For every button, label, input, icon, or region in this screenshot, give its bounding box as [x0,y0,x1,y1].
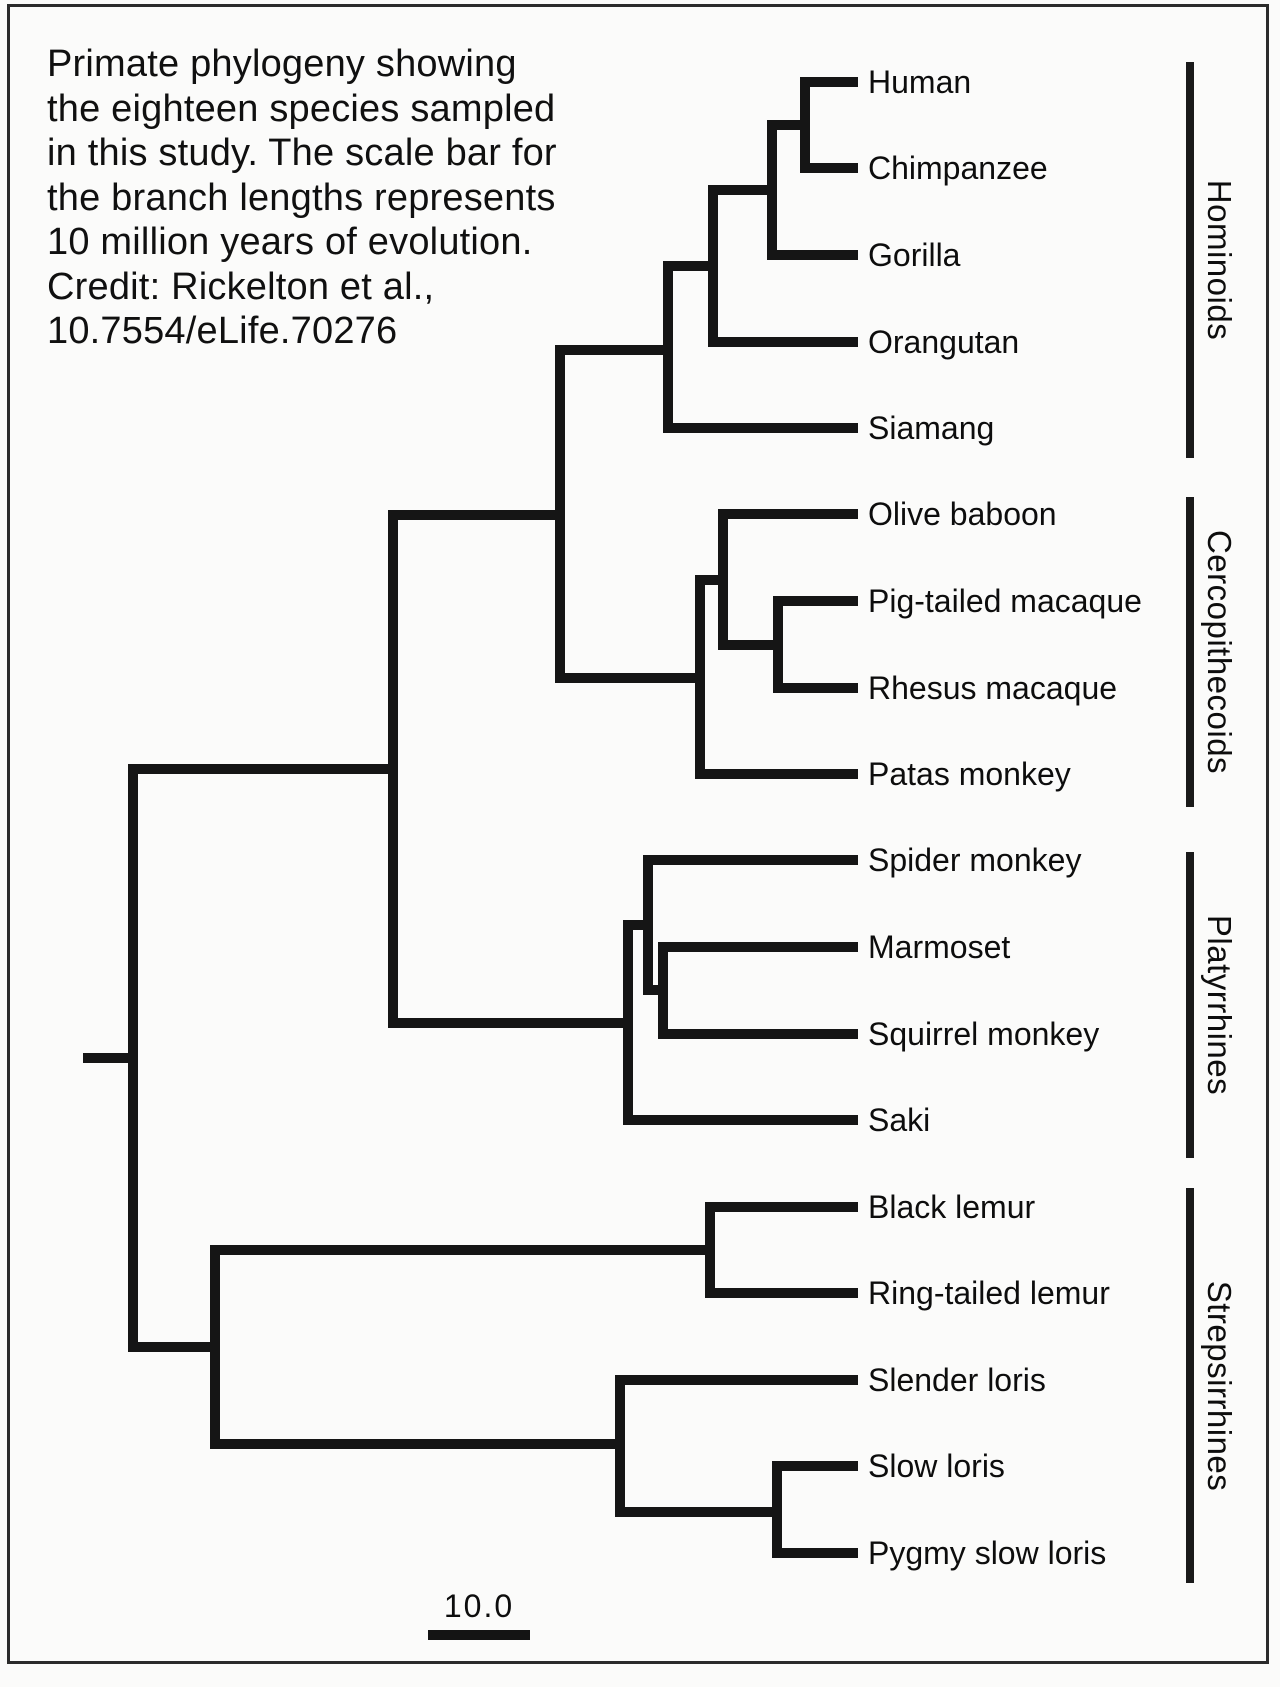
tree-branch-stub-anthropoid [128,764,398,774]
group-bar-strepsirrhines [1186,1188,1194,1583]
tree-branch-african-ape-node [767,120,777,260]
tree-branch-stub-lemur [210,1245,715,1255]
tip-branch-squirrel-monkey [658,1029,858,1039]
tree-branch-cercopithecoid-node [695,575,705,779]
tree-branch-marmoset-squirrel-node [658,942,668,1039]
figure-caption [47,42,587,354]
scale-bar-label: 10.0 [443,1588,515,1624]
tree-branch-catarrhine-node [555,345,565,683]
tree-branch-macaque-node [773,596,783,693]
tree-branch-spider-clade-node [643,855,653,995]
tip-branch-patas-monkey [695,769,858,779]
species-label-patas-monkey: Patas monkey [868,756,1071,792]
tip-branch-ring-tailed-lemur [705,1288,858,1298]
group-label-cercopithecoids: Cercopithecoids [1201,529,1238,775]
tree-branch-stub-catarrhine [388,510,565,520]
tree-branch-strepsirrhine-node [210,1245,220,1449]
tip-branch-gorilla [767,250,858,260]
tip-branch-rhesus-macaque [773,683,858,693]
species-label-chimpanzee: Chimpanzee [868,150,1048,186]
tree-branch-baboon-macaque-node [718,509,728,650]
tip-branch-marmoset [658,942,858,952]
species-label-rhesus-macaque: Rhesus macaque [868,670,1118,706]
species-label-squirrel-monkey: Squirrel monkey [868,1016,1100,1052]
tip-branch-spider-monkey [643,855,858,865]
group-bar-cercopithecoids [1186,497,1194,807]
caption-line: Primate phylogeny showing [47,43,517,85]
caption-line: the eighteen species sampled [47,87,556,130]
tip-branch-chimpanzee [800,163,858,173]
group-label-strepsirrhines: Strepsirrhines [1201,1280,1238,1491]
caption-line: Credit: Rickelton et al., [47,265,435,308]
tree-branch-slow-loris-node [772,1461,782,1558]
tree-branch-stub-slow-loris [615,1507,782,1517]
tree-branch-platyrrhine-node [623,920,633,1125]
species-label-olive-baboon: Olive baboon [868,496,1057,532]
tree-branch-human-chimp-node [800,77,810,173]
caption-line: in this study. The scale bar for [47,132,557,174]
tip-branch-slow-loris [772,1461,858,1471]
group-bar-hominoids [1186,62,1194,458]
tree-branch-stub-platyrrhine [388,1018,633,1028]
tip-branch-slender-loris [615,1375,858,1385]
tip-branch-human [800,77,858,87]
tip-branch-black-lemur [705,1202,858,1212]
group-label-hominoids: Hominoids [1201,179,1238,341]
species-label-spider-monkey: Spider monkey [868,842,1082,878]
tip-branch-orangutan [708,337,858,347]
caption-line: 10 million years of evolution. [47,221,533,263]
tree-branch-lemur-node [705,1202,715,1298]
species-label-gorilla: Gorilla [868,237,961,273]
tree-branch-great-ape-node [708,185,718,347]
tip-branch-pygmy-slow-loris [772,1548,858,1558]
tree-branch-hominoid-node [663,261,673,433]
tree-branch-stub-hominoid [555,345,673,355]
species-label-human: Human [868,64,972,100]
species-label-ring-tailed-lemur: Ring-tailed lemur [868,1275,1110,1311]
species-label-saki: Saki [868,1102,931,1138]
tip-branch-saki [623,1115,858,1125]
tree-branch-primate-root-node [128,764,138,1352]
group-label-platyrrhines: Platyrrhines [1201,914,1238,1096]
tip-branch-olive-baboon [718,509,858,519]
species-label-pig-tailed-macaque: Pig-tailed macaque [868,583,1142,619]
species-label-black-lemur: Black lemur [868,1189,1036,1225]
tree-branch-loris-node [615,1375,625,1517]
species-label-orangutan: Orangutan [868,324,1020,360]
caption-line: the branch lengths represents [47,176,556,219]
tree-branch-anthropoid-node [388,510,398,1028]
species-label-slow-loris: Slow loris [868,1448,1005,1484]
species-label-pygmy-slow-loris: Pygmy slow loris [868,1535,1107,1571]
tip-branch-siamang [663,423,858,433]
caption-line: 10.7554/eLife.70276 [47,310,398,352]
group-bar-platyrrhines [1186,852,1194,1158]
species-label-marmoset: Marmoset [868,929,1011,965]
tree-branch-stub-cercopithecoid [555,673,705,683]
species-label-slender-loris: Slender loris [868,1362,1046,1398]
tip-branch-pig-tailed-macaque [773,596,858,606]
tree-branch-stub-loris [210,1439,625,1449]
species-label-siamang: Siamang [868,410,995,446]
tree-branch-stub-strepsirrhine [128,1342,220,1352]
scale-bar [428,1630,530,1640]
